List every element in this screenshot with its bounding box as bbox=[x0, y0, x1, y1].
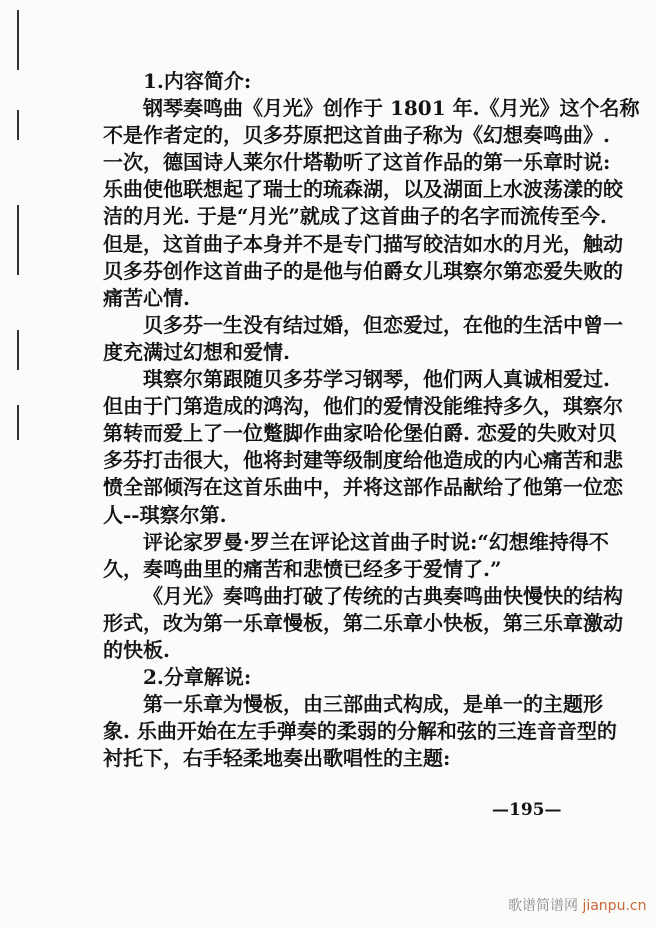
text-line: 1.内容简介: bbox=[143, 69, 252, 93]
text-line: 乐曲使他联想起了瑞士的琉森湖，以及湖面上水波荡漾的皎 bbox=[103, 177, 623, 202]
text-line: 一次，德国诗人莱尔什塔勒听了这首作品的第一乐章时说: bbox=[103, 150, 611, 175]
text-line: 但是，这首曲子本身并不是专门描写皎洁如水的月光，触动 bbox=[103, 231, 623, 256]
margin-mark bbox=[17, 405, 19, 440]
page-number: —195— bbox=[492, 800, 562, 820]
watermark-site-name: 歌谱简谱网 bbox=[508, 898, 578, 914]
text-line: 《月光》奏鸣曲打破了传统的古典奏鸣曲快慢快的结构 bbox=[143, 583, 623, 608]
text-line: 不是作者定的，贝多芬原把这首曲子称为《幻想奏鸣曲》. bbox=[103, 123, 610, 148]
text-line: 但由于门第造成的鸿沟，他们的爱情没能维持多久，琪察尔 bbox=[103, 394, 623, 419]
body-text bbox=[103, 68, 640, 772]
text-line: 久，奏鸣曲里的痛苦和悲愤已经多于爱情了.” bbox=[103, 556, 502, 581]
margin-mark bbox=[17, 330, 19, 370]
text-line: 象. 乐曲开始在左手弹奏的柔弱的分解和弦的三连音音型的 bbox=[103, 719, 617, 744]
text-line: 的快板. bbox=[103, 637, 170, 662]
text-line: 第一乐章为慢板，由三部曲式构成，是单一的主题形 bbox=[143, 692, 603, 717]
text-line: 第转而爱上了一位蹩脚作曲家哈伦堡伯爵. 恋爱的失败对贝 bbox=[103, 421, 617, 446]
text-line: 人--琪察尔第. bbox=[103, 502, 227, 527]
text-line: 琪察尔第跟随贝多芬学习钢琴，他们两人真诚相爱过. bbox=[143, 367, 610, 392]
margin-mark bbox=[17, 110, 19, 140]
text-line: 贝多芬一生没有结过婚，但恋爱过，在他的生活中曾一 bbox=[143, 312, 623, 337]
text-line: 钢琴奏鸣曲《月光》创作于 1801 年.《月光》这个名称 bbox=[143, 96, 640, 121]
margin-mark bbox=[17, 10, 19, 70]
text-line: 贝多芬创作这首曲子的是他与伯爵女儿琪察尔第恋爱失败的 bbox=[103, 258, 623, 283]
text-line: 衬托下，右手轻柔地奏出歌唱性的主题: bbox=[103, 746, 451, 771]
text-line: 2.分章解说: bbox=[143, 665, 252, 690]
text-line: 形式，改为第一乐章慢板，第二乐章小快板，第三乐章激动 bbox=[103, 610, 623, 635]
text-line: 洁的月光. 于是“月光”就成了这首曲子的名字而流传至今. bbox=[103, 204, 607, 229]
text-line: 度充满过幻想和爱情. bbox=[103, 339, 290, 364]
margin-mark bbox=[17, 205, 19, 275]
text-line: 多芬打击很大，他将封建等级制度给他造成的内心痛苦和悲 bbox=[103, 448, 623, 473]
text-line: 痛苦心情. bbox=[103, 285, 190, 310]
watermark bbox=[508, 895, 646, 915]
watermark-url: jianpu.cn bbox=[582, 898, 647, 914]
text-line: 评论家罗曼·罗兰在评论这首曲子时说:“幻想维持得不 bbox=[143, 529, 609, 554]
text-line: 愤全部倾泻在这首乐曲中，并将这部作品献给了他第一位恋 bbox=[103, 475, 623, 500]
